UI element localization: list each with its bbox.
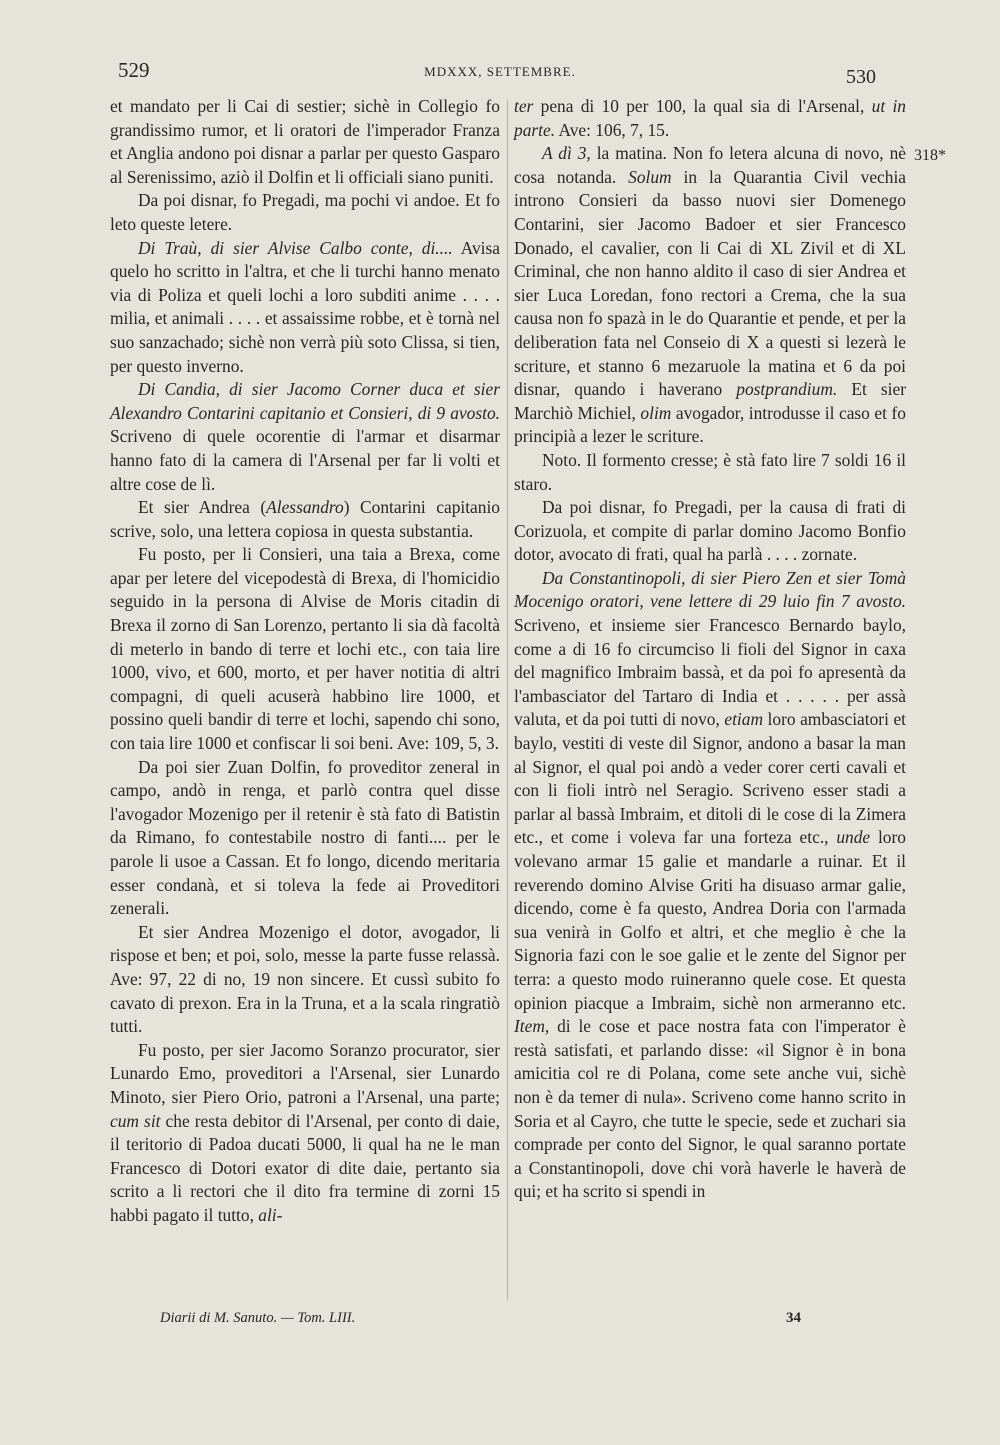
paragraph: Et sier Andrea (Alessandro) Contarini capitanio scrive, solo, una lettera copiosa in questa substantia. — [110, 497, 500, 541]
italic-heading: Di Candia, di sier Jacomo Corner duca et sier Alexandro Contarini capitanio et Consieri, di 9 avosto. — [110, 379, 500, 423]
paragraph: Et sier Andrea Mozenigo el dotor, avogador, li rispose et ben; et poi, solo, messe la parte fusse relassà. Ave: 97, 22 di no, 19 non sincere. Et cussì subito fo cavato di prexon. Era in la Truna, et a la scala ringratiò tutti. — [110, 921, 500, 1037]
left-column — [110, 95, 500, 1228]
italic-heading: Di Traù, di sier Alvise Calbo conte, di.... — [138, 237, 453, 258]
page-header — [0, 54, 1000, 90]
italic-heading: Da Constantinopoli, di sier Piero Zen et sier Tomà Mocenigo oratori, vene lettere di 29 luio fin 7 avosto. — [514, 567, 906, 612]
paragraph: Di Candia, di sier Jacomo Corner duca et sier Alexandro Contarini capitanio et Consieri, di 9 avosto. Scriveno di quele ocorentie di l'armar et disarmar hanno fato di la camera di l'Arsenal per far li volti et altre cose de lì. — [110, 379, 500, 494]
paragraph: Fu posto, per sier Jacomo Soranzo procurator, sier Lunardo Emo, proveditori a l'Arsenal, sier Lunardo Minoto, sier Piero Orio, patroni a l'Arsenal, una parte; cum sit che resta debitor di l'Arsenal, per conto di daie, il teritorio di Padoa ducati 5000, li qual ha ne le man Francesco di Dotori exator di dite daie, pertanto sia scrito a li rectori che il dito fra termine di zorni 15 habbi pagato il tutto, ali- — [110, 1039, 500, 1225]
paragraph: A dì 3, la matina. Non fo letera alcuna di novo, nè cosa notanda. Solum in la Quarantia Civil vechia introno Consieri da basso nuovi sier Domenego Contarini, sier Jacomo Badoer et sier Francesco Donado, el cavalier, con li Cai di XL Zivil et di XL Criminal, che non hanno aldito il caso di sier Andrea et sier Luca Loredan, fono rectori a Crema, che la sua causa non fo spazà in le do Quarantie et pende, et per la deliberation fata nel Conseio di X a questi si lezerà le scriture, et stanno 6 mezaruole la matina et 6 da poi disnar, quando i haverano postprandium. Et sier Marchiò Michiel, olim avogador, introdusse il caso et fo principià a lezer le scriture. — [514, 143, 907, 447]
column-divider — [507, 100, 508, 1300]
page-number-left: 529 — [118, 58, 150, 82]
paragraph: Fu posto, per li Consieri, una taia a Brexa, come apar per letere del vicepodestà di Brexa, di l'homicidio seguido in la persona di Alvise de Moris citadin di Brexa il zorno di San Lorenzo, pertanto li sia dà facoltà di meterlo in bando di terre et lochi etc., con taia lire 1000, vivo, et 600, morto, et per haver notitia di altri compagni, di queli acuserà habbino lire 1000, et possino queli bandir di terre et lochi, sapendo chi sono, con taia lire 1000 et confiscar li soi beni. Ave: 109, 5, 3. — [110, 544, 500, 754]
paragraph: et mandato per li Cai di sestier; sichè in Collegio fo grandissimo rumor, et li oratori de l'imperador Franza et Anglia andono poi disnar a parlar per questo Gasparo al Serenissimo, aziò il Dolfin et li officiali siano puniti. — [110, 96, 500, 187]
paragraph: Da Constantinopoli, di sier Piero Zen et sier Tomà Mocenigo oratori, vene lettere di 29 luio fin 7 avosto. Scriveno, et insieme sier Francesco Bernardo baylo, come a di 16 fo circumciso li fioli del Signor in caxa del magnifico Imbraim bassà, et da poi fo apresentà da l'ambasciator del Tartaro di India et . . . . . per assà valuta, et da poi tutti di novo, etiam loro ambasciatori et baylo, vestiti di veste dil Signor, andono a basar la man al Signor, el qual poi andò a veder corer certi cavali et con li fioli intrò nel Seragio. Scriveno esser stadi a parlar al bassà Imbraim, et ditoli di le cose di la Zimera etc., et come i voleva far una forteza etc., unde loro volevano armar 15 galie et mandarle a ruinar. Et il reverendo domino Alvise Griti ha disuaso armar galie, dicendo, come è fa questo, Andrea Doria con l'armada sua venirà in Golfo et altri, et che meglio è che la Signoria fazi con le soe galie et le zente del Signor per terra: a questo modo ruineranno quele cose. Et questa opinion piacque a Imbraim, sichè non armeranno etc. Item, di le cose et pace nostra fata con l'imperator è restà satisfati, et parlando disse: «il Signor è in bona amicitia col re di Polana, come sete anche vui, sichè non è da temer di nula». Scriveno come hanno scrito in Soria et al Cayro, che tutte le specie, sede et zuchari sia comprade per conto del Signor, le qual saranno portate a Constantinopoli, dove chi vorà haverle le haverà de qui; et ha scrito si spendi in — [514, 567, 906, 1202]
paragraph: Da poi sier Zuan Dolfin, fo proveditor zeneral in campo, andò in renga, et parlò contra quel disse l'avogador Mozenigo per il retenir è stà fato di Batistin da Rimano, fo contestabile nostro di fanti.... per le parole li usoe a Cassan. Et fo longo, dicendo meritaria esser condanà, et si toleva la fede ai Proveditori zenerali. — [110, 756, 500, 919]
page-number-right: 530 — [846, 66, 876, 88]
signature-mark: 34 — [786, 1310, 801, 1326]
paragraph: ter pena di 10 per 100, la qual sia di l'Arsenal, ut in parte. Ave: 106, 7, 15. — [514, 96, 906, 140]
paragraph: Da poi disnar, fo Pregadi, per la causa di frati di Corizuola, et compite di parlar domino Jacomo Bonfio dotor, avocato di frati, qual ha parlà . . . . zornate. — [514, 497, 906, 565]
paragraph: Da poi disnar, fo Pregadi, ma pochi vi andoe. Et fo leto queste letere. — [110, 190, 500, 234]
italic-heading: A dì 3, — [542, 143, 591, 164]
right-column — [514, 95, 906, 1204]
paragraph: Noto. Il formento cresse; è stà fato lire 7 soldi 16 il staro. — [514, 449, 906, 494]
paragraph: Di Traù, di sier Alvise Calbo conte, di.... Avisa quelo ho scritto in l'altra, et che li turchi hanno menato via di Poliza et queli lochi a loro subditi anime . . . . milia, et animali . . . . et assaissime robbe, et è tornà nel suo sanzachado; sichè non verrà più soto Clissa, si tien, per questo inverno. — [110, 237, 501, 376]
running-title: MDXXX, SETTEMBRE. — [424, 64, 576, 79]
margin-folio-number: 318* — [914, 147, 946, 164]
footer-title: Diarii di M. Sanuto. — Tom. LIII. — [160, 1310, 356, 1326]
